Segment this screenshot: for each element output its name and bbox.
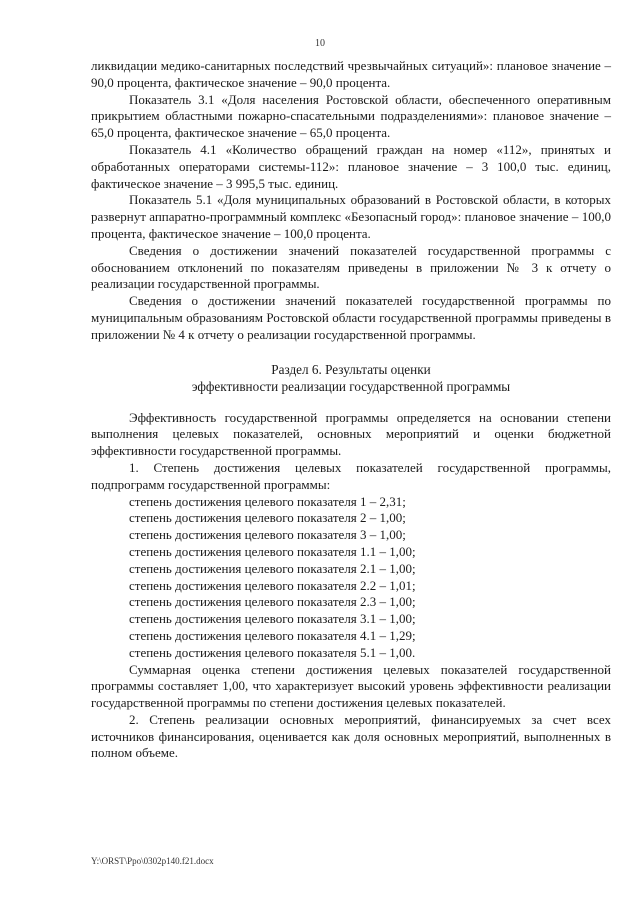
paragraph-appendix-4: Сведения о достижении значений показателей государственной программы по муниципальным образованиям Ростовской области государственной программы приведены в приложении № 4 к отчету о реализации государственной программы. — [91, 293, 611, 342]
section-heading-line-1: Раздел 6. Результаты оценки — [271, 361, 431, 377]
paragraph-indicator-5-1: Показатель 5.1 «Доля муниципальных образований в Ростовской области, в которых развернут аппаратно-программный комплекс «Безопасный город»: плановое значение – 100,0 процента, фактическое значение – 100,0 процента. — [91, 192, 611, 241]
list-item: степень достижения целевого показателя 3 – 1,00; — [129, 527, 406, 543]
page-number: 10 — [315, 38, 325, 49]
paragraph-indicators-intro: 1. Степень достижения целевых показателей государственной программы, подпрограмм государственной программы: — [91, 459, 611, 492]
list-item: степень достижения целевого показателя 3.1 – 1,00; — [129, 611, 416, 627]
list-item: степень достижения целевого показателя 2.1 – 1,00; — [129, 560, 416, 576]
list-item: степень достижения целевого показателя 2.3 – 1,00; — [129, 594, 416, 610]
paragraph-summary-assessment: Суммарная оценка степени достижения целевых показателей государственной программы составляет 1,00, что характеризует высокий уровень эффективности реализации государственной программы по степени достижения целевых показателей. — [91, 661, 611, 711]
paragraph-continuation: ликвидации медико-санитарных последствий чрезвычайных ситуаций»: плановое значение – 90,0 процента, фактическое значение – 90,0 процента. — [91, 58, 611, 90]
paragraph-activities-degree: 2. Степень реализации основных мероприятий, финансируемых за счет всех источников финансирования, оценивается как доля основных мероприятий, выполненных в полном объеме. — [91, 711, 611, 761]
indicator-list — [91, 494, 611, 662]
paragraph-indicator-3-1: Показатель 3.1 «Доля населения Ростовской области, обеспеченного оперативным прикрытием областными пожарно-спасательными подразделениями»: плановое значение – 65,0 процента, фактическое значение – 65,0 процента. — [91, 91, 611, 141]
list-item: степень достижения целевого показателя 5.1 – 1,00. — [129, 644, 416, 660]
list-item: степень достижения целевого показателя 2 – 1,00; — [129, 510, 406, 526]
list-item: степень достижения целевого показателя 2.2 – 1,01; — [129, 577, 416, 593]
list-item: степень достижения целевого показателя 1.1 – 1,00; — [129, 543, 416, 559]
footer-file-path: Y:\ORST\Ppo\0302p140.f21.docx — [91, 856, 214, 866]
list-item: степень достижения целевого показателя 4.1 – 1,29; — [129, 627, 416, 643]
page-body — [91, 58, 611, 762]
paragraph-appendix-3: Сведения о достижении значений показателей государственной программы с обоснованием отклонений по показателям приведены в приложении № 3 к отчету о реализации государственной программы. — [91, 242, 611, 292]
paragraph-efficiency-intro: Эффективность государственной программы определяется на основании степени выполнения целевых показателей, основных мероприятий и оценки бюджетной эффективности государственной программы. — [91, 409, 611, 459]
section-heading-line-2: эффективности реализации государственной программы — [191, 378, 511, 394]
list-item: степень достижения целевого показателя 1 – 2,31; — [129, 493, 406, 509]
paragraph-indicator-4-1: Показатель 4.1 «Количество обращений граждан на номер «112», принятых и обработанных операторами системы-112»: плановое значение – 3 100,0 тыс. единиц, фактическое значение – 3 995,5 тыс. единиц. — [91, 141, 611, 191]
